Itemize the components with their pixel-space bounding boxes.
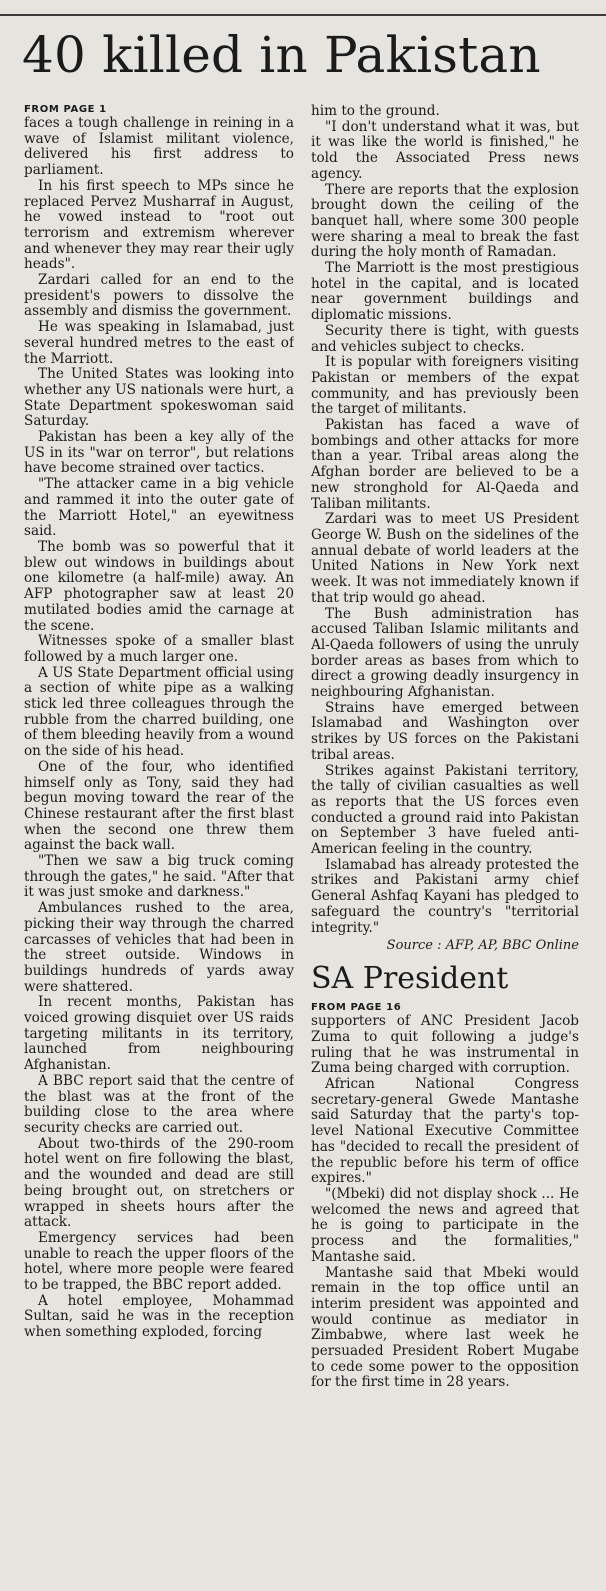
paragraph: He was speaking in Islamabad, just several hundred metres to the east of the Marriott. (24, 319, 294, 367)
paragraph: In recent months, Pakistan has voiced growing disquiet over US raids targeting militants in its territory, launched from neighbouring Afghanistan. (24, 994, 294, 1074)
paragraph: "Then we saw a big truck coming through the gates," he said. "After that it was just smoke and darkness." (24, 853, 294, 901)
paragraph: Zardari called for an end to the president's powers to dissolve the assembly and dismiss the government. (24, 272, 294, 320)
paragraph: One of the four, who identified himself only as Tony, said they had begun moving toward the rear of the Chinese restaurant after the first blast when the second one threw them against the back wall. (24, 758, 294, 854)
paragraph: "(Mbeki) did not display shock ... He welcomed the news and agreed that he is going to participate in the process and the formalities," Mantashe said. (311, 1186, 579, 1265)
paragraph: The Marriott is the most prestigious hotel in the capital, and is located near government buildings and diplomatic missions. (311, 260, 579, 324)
paragraph: The Bush administration has accused Taliban Islamic militants and Al-Qaeda followers of using the unruly border areas as bases from which to direct a growing deadly insurgency in neighbouring Afghanistan. (311, 605, 579, 701)
paragraph: Mantashe said that Mbeki would remain in the top office until an interim president was appointed and would continue as mediator in Zimbabwe, where last week he persuaded President Robert Mugabe to cede some power to the opposition for the first time in 28 years. (311, 1264, 579, 1391)
paragraph: Ambulances rushed to the area, picking their way through the charred carcasses of vehicles that had been in the street outside. Windows in buildings hundreds of yards away were shattered. (24, 900, 294, 995)
paragraph: faces a tough challenge in reining in a wave of Islamist militant violence, delivered his first address to parliament. (24, 115, 294, 179)
paragraph: Security there is tight, with guests and vehicles subject to checks. (311, 322, 579, 355)
paragraph: "The attacker came in a big vehicle and rammed it into the outer gate of the Marriott Hotel," an eyewitness said. (24, 476, 294, 540)
paragraph: The United States was looking into whether any US nationals were hurt, a State Department spokeswoman said Saturday. (24, 366, 294, 430)
paragraph: supporters of ANC President Jacob Zuma to quit following a judge's ruling that he was instrumental in Zuma being charged with corruption. (311, 1013, 579, 1077)
paragraph: A hotel employee, Mohammad Sultan, said he was in the reception when something exploded, forcing (24, 1292, 294, 1341)
sa-president-headline: SA President (311, 961, 509, 997)
paragraph: There are reports that the explosion brought down the ceiling of the banquet hall, where some 300 people were sharing a meal to break the fast during the holy month of Ramadan. (311, 181, 579, 261)
paragraph: About two-thirds of the 290-room hotel went on fire following the blast, and the wounded and dead are still being brought out, on stretchers or wrapped in sheets hours after the attack. (24, 1135, 294, 1231)
paragraph: Strikes against Pakistani territory, the tally of civilian casualties as well as reports that the US forces even conducted a ground raid into Pakistan on September 3 have fueled anti-American feeling in the country. (311, 762, 579, 858)
paragraph: Strains have emerged between Islamabad and Washington over strikes by US forces on the Pakistani tribal areas. (311, 699, 579, 763)
paragraph: Zardari was to meet US President George W. Bush on the sidelines of the annual debate of world leaders at the United Nations in New York next week. It was not immediately known if that trip would go ahead. (311, 511, 579, 606)
article-column-left (24, 104, 294, 1591)
paragraph: Pakistan has faced a wave of bombings and other attacks for more than a year. Tribal areas along the Afghan border are believed to be a new stronghold for Al-Qaeda and Taliban militants. (311, 417, 579, 512)
paragraph: Witnesses spoke of a smaller blast followed by a much larger one. (24, 633, 294, 665)
from-page-kicker-2: FROM PAGE 16 (311, 1002, 402, 1014)
main-headline: 40 killed in Pakistan (22, 26, 541, 84)
paragraph: "I don't understand what it was, but it was like the world is finished," he told the Associated Press news agency. (311, 118, 579, 182)
paragraph: A BBC report said that the centre of the blast was at the front of the building close to the area where security checks are carried out. (24, 1072, 294, 1136)
paragraph: African National Congress secretary-general Gwede Mantashe said Saturday that the party's top-level National Executive Committee has "decided to recall the president of the republic before his term of office expires." (311, 1076, 579, 1187)
top-rule (0, 0, 606, 16)
paragraph: A US State Department official using a section of white pipe as a walking stick led three colleagues through the rubble from the charred building, one of them bleeding heavily from a wound on the side of his head. (24, 664, 294, 760)
paragraph: Emergency services had been unable to reach the upper floors of the hotel, where more people were feared to be trapped, the BBC report added. (24, 1229, 294, 1294)
paragraph: Pakistan has been a key ally of the US in its "war on terror", but relations have become strained over tactics. (24, 429, 294, 477)
paragraph: him to the ground. (311, 104, 440, 119)
from-page-kicker: FROM PAGE 1 (24, 104, 107, 115)
article-column-right (311, 104, 579, 1591)
paragraph: The bomb was so powerful that it blew out windows in buildings about one kilometre (a half-mile) away. An AFP photographer saw at least 20 mutilated bodies amid the carnage at the scene. (24, 538, 294, 634)
paragraph: Islamabad has already protested the strikes and Pakistani army chief General Ashfaq Kayani has pledged to safeguard the country's "territorial integrity." (311, 856, 579, 936)
paragraph: It is popular with foreigners visiting Pakistan or members of the expat community, and has previously been the target of militants. (311, 354, 579, 418)
paragraph: In his first speech to MPs since he replaced Pervez Musharraf in August, he vowed instead to "root out terrorism and extremism wherever and whenever they may rear their ugly heads". (24, 177, 294, 273)
source-credit: Source : AFP, AP, BBC Online (386, 938, 579, 954)
